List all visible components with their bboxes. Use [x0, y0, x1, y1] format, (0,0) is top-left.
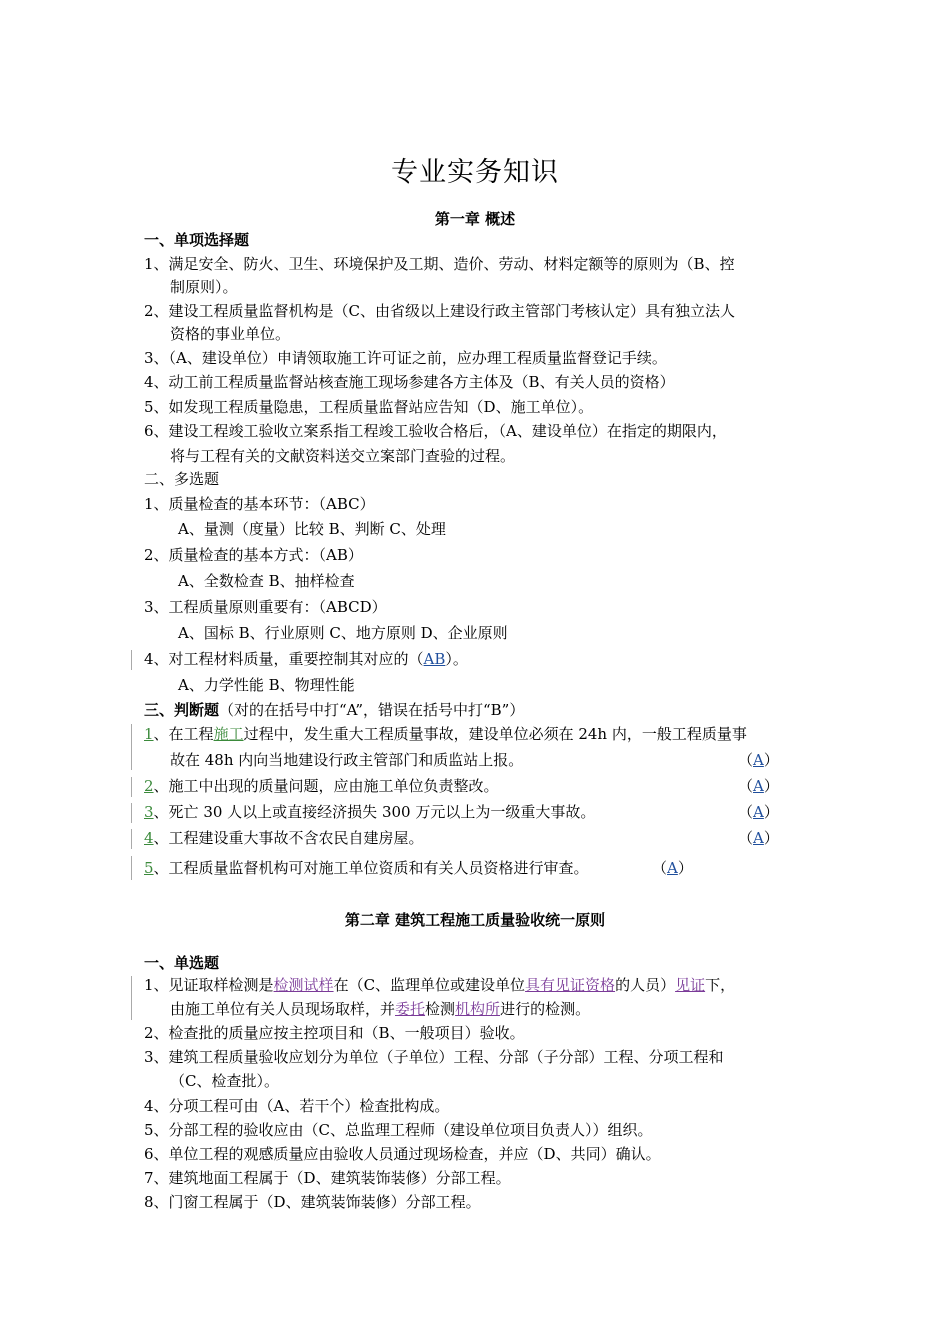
- paren-close: ）: [763, 777, 779, 795]
- ch2-q1-link-entrust[interactable]: 委托: [395, 1000, 426, 1018]
- ch2-single-q3-line1: 3、建筑工程质量验收应划分为单位（子单位）工程、分部（子分部）工程、分项工程和: [144, 1048, 724, 1066]
- ch1-single-q2-line1: 2、建设工程质量监督机构是（C、由省级以上建设行政主管部门考核认定）具有独立法人: [144, 302, 736, 320]
- change-bar: [131, 777, 132, 797]
- paren-open: （: [738, 751, 754, 769]
- ch1-single-q6-line2: 将与工程有关的文献资料送交立案部门查验的过程。: [170, 447, 516, 465]
- ch1-judge-q2-number-link[interactable]: 2: [144, 777, 154, 795]
- ch1-judge-heading: [144, 699, 524, 721]
- ch1-judge-q2-text: 、施工中出现的质量问题，应由施工单位负责整改。: [153, 777, 499, 795]
- ch1-judge-heading-label: 三、判断题: [144, 701, 220, 719]
- change-bar: [131, 976, 132, 1020]
- ch1-judge-q4-answer: [738, 827, 779, 849]
- ch1-multi-q4-close: ）。: [445, 650, 468, 668]
- chapter-1-heading: 第一章 概述: [434, 210, 516, 228]
- ch2-single-q2: 2、检查批的质量应按主控项目和（B、一般项目）验收。: [144, 1024, 525, 1042]
- ch1-multi-q2-options: A、全数检查 B、抽样检查: [178, 572, 355, 590]
- ch1-judge-q1-answer: [738, 749, 779, 771]
- change-bar: [131, 724, 132, 770]
- ch1-judge-q4-text: 、工程建设重大事故不含农民自建房屋。: [153, 829, 424, 847]
- ch2-single-q3-line2: （C、检查批）。: [170, 1072, 279, 1090]
- change-bar: [131, 856, 132, 880]
- ch2-single-q6: 6、单位工程的观感质量应由验收人员通过现场检查，并应（D、共同）确认。: [144, 1145, 661, 1163]
- paren-open: （: [738, 777, 754, 795]
- ch1-multi-q4-text: 4、对工程材料质量，重要控制其对应的（: [144, 650, 424, 668]
- change-bar: [131, 829, 132, 849]
- ch1-judge-q4-answer-link[interactable]: A: [753, 829, 764, 847]
- document-title: 专业实务知识: [391, 157, 559, 188]
- ch1-multi-q3-options: A、国标 B、行业原则 C、地方原则 D、企业原则: [178, 624, 508, 642]
- ch2-q1-text-c: 的人员）: [615, 976, 676, 994]
- ch1-judge-q3-text: 、死亡 30 人以上或直接经济损失 300 万元以上为一级重大事故。: [153, 803, 596, 821]
- ch1-multi-q2: 2、质量检查的基本方式：（AB）: [144, 546, 363, 564]
- ch2-q1-link-sample[interactable]: 检测试样: [273, 976, 334, 994]
- ch2-single-q1-line2: [170, 998, 590, 1020]
- ch1-judge-q4-number-link[interactable]: 4: [144, 829, 154, 847]
- paren-open: （: [652, 859, 668, 877]
- ch1-multi-heading: 二、多选题: [144, 470, 220, 488]
- ch1-judge-q1-answer-link[interactable]: A: [753, 751, 764, 769]
- ch2-single-q8: 8、门窗工程属于（D、建筑装饰装修）分部工程。: [144, 1193, 481, 1211]
- ch2-q1-l2-text-c: 进行的检测。: [500, 1000, 591, 1018]
- ch1-judge-q3-number-link[interactable]: 3: [144, 803, 154, 821]
- ch1-single-q5: 5、如发现工程质量隐患，工程质量监督站应告知（D、施工单位）。: [144, 398, 594, 416]
- ch1-judge-q2-answer-link[interactable]: A: [753, 777, 764, 795]
- chapter-2-heading: 第二章 建筑工程施工质量验收统一原则: [344, 911, 606, 929]
- ch1-judge-q4: [144, 827, 424, 849]
- ch1-single-q4: 4、动工前工程质量监督站核查施工现场参建各方主体及（B、有关人员的资格）: [144, 373, 675, 391]
- ch2-single-q5: 5、分部工程的验收应由（C、总监理工程师（建设单位项目负责人））组织。: [144, 1121, 653, 1139]
- ch2-q1-l2-text-a: 由施工单位有关人员现场取样，并: [170, 1000, 396, 1018]
- ch1-judge-q1-link[interactable]: 施工: [213, 725, 244, 743]
- ch2-single-q7: 7、建筑地面工程属于（D、建筑装饰装修）分部工程。: [144, 1169, 511, 1187]
- ch2-single-q1-line1: [144, 974, 735, 996]
- ch1-single-q2-line2: 资格的事业单位。: [170, 325, 291, 343]
- paren-open: （: [738, 803, 754, 821]
- ch2-q1-text-d: 下，: [705, 976, 736, 994]
- ch1-multi-q1: 1、质量检查的基本环节：（ABC）: [144, 495, 375, 513]
- ch1-judge-q1-number-link[interactable]: 1: [144, 725, 154, 743]
- ch2-q1-link-agency[interactable]: 机构所: [455, 1000, 501, 1018]
- change-bar: [131, 803, 132, 823]
- ch1-multi-q4-options: A、力学性能 B、物理性能: [178, 676, 355, 694]
- ch1-multi-q1-options: A、量测（度量）比较 B、判断 C、处理: [178, 520, 446, 538]
- ch1-single-heading: 一、单项选择题: [144, 231, 250, 249]
- ch1-judge-q5-answer: [652, 857, 693, 879]
- ch1-judge-q1-line2: 故在 48h 内向当地建设行政主管部门和质监站上报。: [170, 751, 524, 769]
- ch1-multi-q3: 3、工程质量原则重要有：（ABCD）: [144, 598, 387, 616]
- ch1-judge-q1-text-a: 、在工程: [153, 725, 214, 743]
- ch1-judge-heading-note: （对的在括号中打“A”，错误在括号中打“B”）: [219, 701, 525, 719]
- ch1-judge-q5-answer-link[interactable]: A: [667, 859, 678, 877]
- ch1-multi-q4-answer-link[interactable]: AB: [423, 650, 446, 668]
- paren-close: ）: [763, 751, 779, 769]
- ch1-judge-q3-answer-link[interactable]: A: [753, 803, 764, 821]
- ch1-judge-q5-text: 、工程质量监督机构可对施工单位资质和有关人员资格进行审查。: [153, 859, 589, 877]
- ch1-judge-q3: [144, 801, 595, 823]
- paren-close: ）: [763, 803, 779, 821]
- paren-close: ）: [677, 859, 693, 877]
- ch1-single-q1-line2: 制原则）。: [170, 278, 238, 296]
- ch1-judge-q5-number-link[interactable]: 5: [144, 859, 154, 877]
- ch2-q1-text-b: 在（C、监理单位或建设单位: [333, 976, 526, 994]
- ch1-single-q1-line1: 1、满足安全、防火、卫生、环境保护及工期、造价、劳动、材料定额等的原则为（B、控: [144, 255, 735, 273]
- change-bar: [131, 650, 132, 670]
- ch1-single-q3: 3、（A、建设单位）申请领取施工许可证之前，应办理工程质量监督登记手续。: [144, 349, 667, 367]
- ch2-single-heading: 一、单选题: [144, 954, 220, 972]
- ch1-single-q6-line1: 6、建设工程竣工验收立案系指工程竣工验收合格后，（A、建设单位）在指定的期限内，: [144, 422, 727, 440]
- ch1-judge-q2: [144, 775, 499, 797]
- ch1-judge-q1-text-b: 过程中，发生重大工程质量事故，建设单位必须在 24h 内，一般工程质量事: [243, 725, 747, 743]
- ch2-q1-link-qualification[interactable]: 具有见证资格: [525, 976, 616, 994]
- ch1-judge-q1-line1: [144, 723, 747, 745]
- ch2-single-q4: 4、分项工程可由（A、若干个）检查批构成。: [144, 1097, 450, 1115]
- paren-open: （: [738, 829, 754, 847]
- ch1-judge-q3-answer: [738, 801, 779, 823]
- ch1-judge-q5: [144, 857, 589, 879]
- paren-close: ）: [763, 829, 779, 847]
- ch2-q1-link-witness[interactable]: 见证: [675, 976, 706, 994]
- ch2-q1-text-a: 1、见证取样检测是: [144, 976, 274, 994]
- ch1-multi-q4: [144, 648, 468, 670]
- ch1-judge-q2-answer: [738, 775, 779, 797]
- ch2-q1-l2-text-b: 检测: [425, 1000, 456, 1018]
